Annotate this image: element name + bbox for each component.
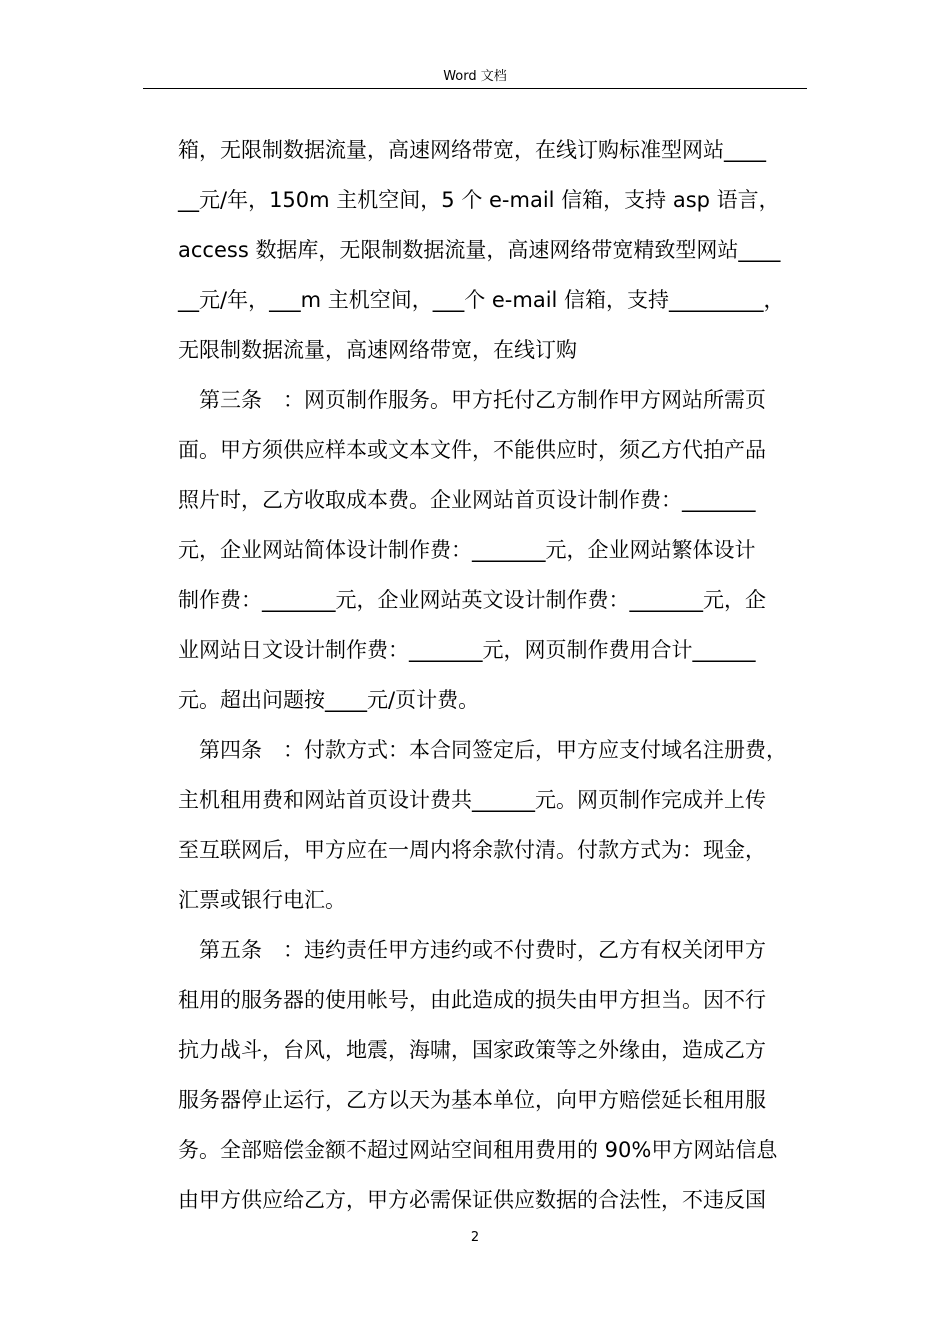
article-5-heading-line: 第五条 ：违约责任甲方违约或不付费时，乙方有权关闭甲方 [199,938,766,962]
text-line: 抗力战斗，台风，地震，海啸，国家政策等之外缘由，造成乙方 [178,1038,766,1062]
text-line: 元，企业网站简体设计制作费：_______元，企业网站繁体设计 [178,538,756,562]
article-4-heading-line: 第四条 ：付款方式：本合同签定后，甲方应支付域名注册费， [199,738,787,762]
text-line: 箱，无限制数据流量，高速网络带宽，在线订购标准型网站____ [178,138,766,162]
text-line: 无限制数据流量，高速网络带宽，在线订购 [178,338,577,362]
header-divider [143,88,807,89]
text-line: 元。超出问题按____元/页计费。 [178,688,480,712]
text-line: access 数据库，无限制数据流量，高速网络带宽精致型网站____ [178,238,781,262]
text-line: 制作费：_______元，企业网站英文设计制作费：_______元，企 [178,588,766,612]
text-line: 业网站日文设计制作费：_______元，网页制作费用合计______ [178,638,756,662]
article-3-heading-line: 第三条 ：网页制作服务。甲方托付乙方制作甲方网站所需页 [199,388,766,412]
text-line: __元/年，___m 主机空间，___个 e-mail 信箱，支持_________， [178,288,785,312]
text-line: 由甲方供应给乙方，甲方必需保证供应数据的合法性，不违反国 [178,1188,766,1212]
text-line: 务。全部赔偿金额不超过网站空间租用费用的 90%甲方网站信息 [178,1138,778,1162]
page-header: Word 文档 [443,69,507,84]
text-line: __元/年，150m 主机空间，5 个 e-mail 信箱，支持 asp 语言， [178,188,780,212]
text-line: 服务器停止运行，乙方以天为基本单位，向甲方赔偿延长租用服 [178,1088,766,1112]
text-line: 照片时，乙方收取成本费。企业网站首页设计制作费：_______ [178,488,756,512]
text-line: 主机租用费和网站首页设计费共______元。网页制作完成并上传 [178,788,766,812]
text-line: 汇票或银行电汇。 [178,888,346,912]
text-line: 至互联网后，甲方应在一周内将余款付清。付款方式为：现金， [178,838,766,862]
page-number: 2 [470,1230,480,1245]
document-body [178,125,808,1225]
text-line: 面。甲方须供应样本或文本文件，不能供应时，须乙方代拍产品 [178,438,766,462]
text-line: 租用的服务器的使用帐号，由此造成的损失由甲方担当。因不行 [178,988,766,1012]
